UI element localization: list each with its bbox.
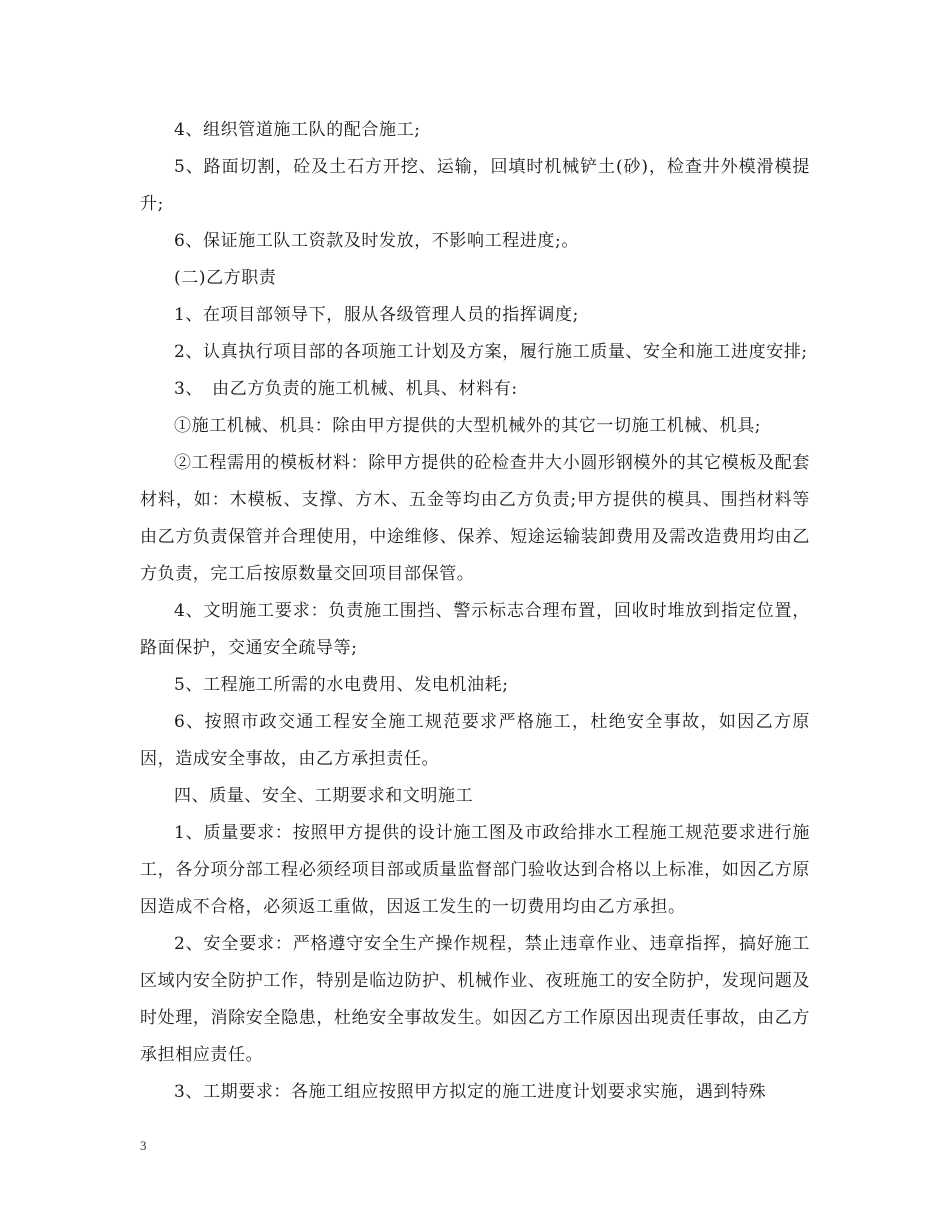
paragraph: 1、质量要求：按照甲方提供的设计施工图及市政给排水工程施工规范要求进行施工，各分项分部工程必须经项目部或质量监督部门验收达到合格以上标准，如因乙方原因造成不合格，必须返工重做，因返工发生的一切费用均由乙方承担。: [140, 823, 810, 917]
paragraph: 1、在项目部领导下，服从各级管理人员的指挥调度;: [174, 305, 579, 325]
paragraph: 6、按照市政交通工程安全施工规范要求严格施工，杜绝安全事故，如因乙方原因，造成安全事故，由乙方承担责任。: [140, 712, 810, 769]
paragraph: 2、安全要求：严格遵守安全生产操作规程，禁止违章作业、违章指挥，搞好施工区域内安全防护工作，特别是临边防护、机械作业、夜班施工的安全防护，发现问题及时处理，消除安全隐患，杜绝安全事故发生。如因乙方工作原因出现责任事故，由乙方承担相应责任。: [140, 934, 810, 1065]
paragraph: 3、工期要求：各施工组应按照甲方拟定的施工进度计划要求实施，遇到特殊: [174, 1082, 767, 1102]
paragraph: 4、组织管道施工队的配合施工;: [174, 120, 421, 140]
paragraph: ①施工机械、机具：除由甲方提供的大型机械外的其它一切施工机械、机具;: [174, 416, 762, 436]
paragraph: 4、文明施工要求：负责施工围挡、警示标志合理布置，回收时堆放到指定位置，路面保护，交通安全疏导等;: [140, 601, 810, 658]
paragraph: 5、工程施工所需的水电费用、发电机油耗;: [174, 675, 509, 695]
section-heading: (二)乙方职责: [174, 268, 277, 288]
paragraph: 6、保证施工队工资款及时发放，不影响工程进度;。: [174, 231, 579, 251]
document-page: [140, 112, 810, 1111]
paragraph: 3、 由乙方负责的施工机械、机具、材料有:: [174, 379, 518, 399]
paragraph: 5、路面切割，砼及土石方开挖、运输，回填时机械铲土(砂)，检查井外模滑模提升;: [140, 157, 810, 214]
paragraph: 2、认真执行项目部的各项施工计划及方案，履行施工质量、安全和施工进度安排;: [174, 342, 808, 362]
paragraph: ②工程需用的模板材料：除甲方提供的砼检查井大小圆形钢模外的其它模板及配套材料，如：木模板、支撑、方木、五金等均由乙方负责;甲方提供的模具、围挡材料等由乙方负责保管并合理使用，中途维修、保养、短途运输装卸费用及需改造费用均由乙方负责，完工后按原数量交回项目部保管。: [140, 453, 810, 584]
page-number: 3: [140, 1138, 147, 1153]
section-heading: 四、质量、安全、工期要求和文明施工: [174, 786, 474, 806]
